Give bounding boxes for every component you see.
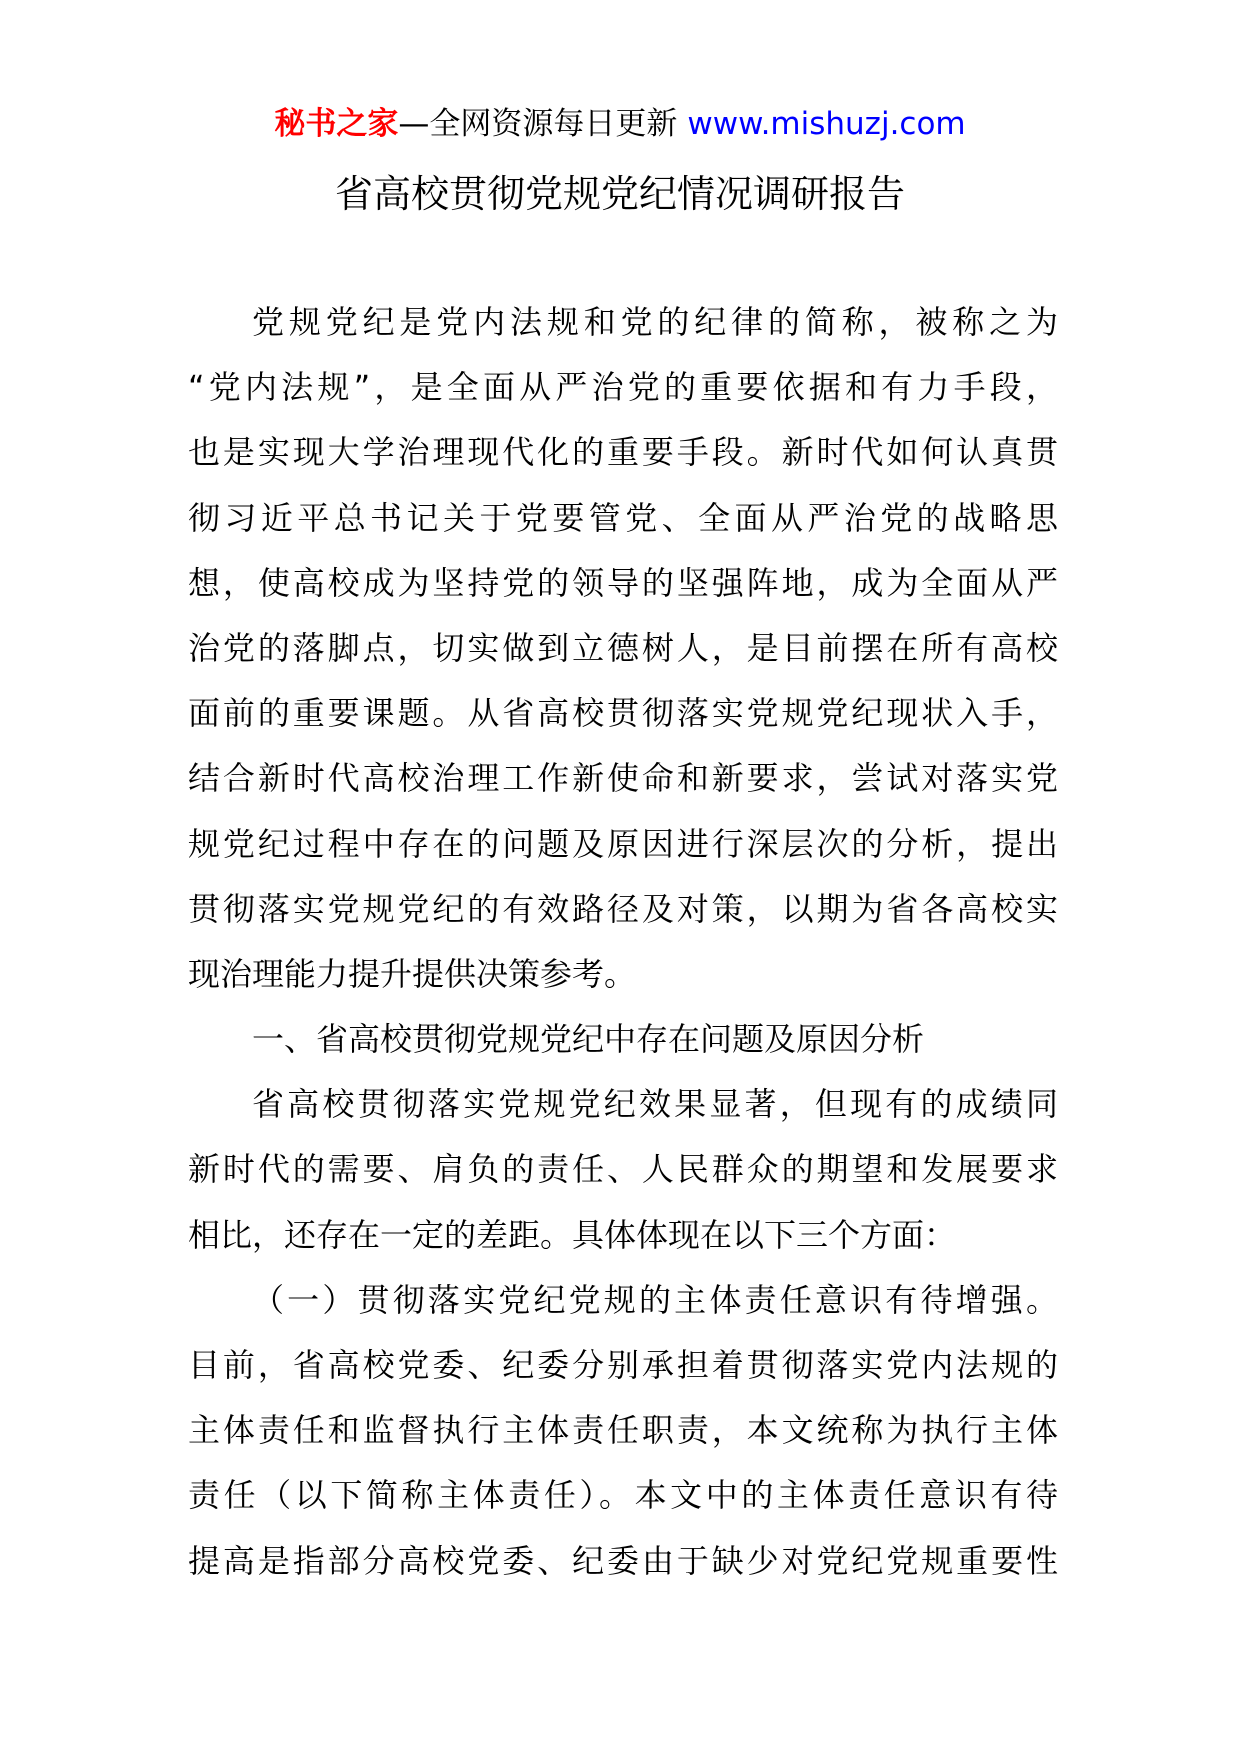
paragraph-line: 目前，省高校党委、纪委分别承担着贯彻落实党内法规的	[188, 1346, 1058, 1384]
site-url[interactable]: www.mishuzj.com	[687, 106, 966, 142]
paragraph-line: 治党的落脚点，切实做到立德树人，是目前摆在所有高校	[188, 628, 1058, 667]
paragraph-line: 结合新时代高校治理工作新使命和新要求，尝试对落实党	[188, 759, 1058, 798]
paragraph-line: 贯彻落实党规党纪的有效路径及对策，以期为省各高校实	[188, 889, 1058, 928]
paragraph-line: 规党纪过程中存在的问题及原因进行深层次的分析，提出	[188, 824, 1058, 863]
header-tagline: —全网资源每日更新	[398, 106, 678, 142]
paragraph-line: “党内法规”，是全面从严治党的重要依据和有力手段，	[188, 368, 1058, 407]
paragraph-line: 相比，还存在一定的差距。具体体现在以下三个方面：	[188, 1215, 957, 1254]
paragraph-line: 想，使高校成为坚持党的领导的坚强阵地，成为全面从严	[188, 563, 1058, 602]
paragraph-line: 省高校贯彻落实党规党纪效果显著，但现有的成绩同	[252, 1085, 1058, 1124]
paragraph-line: 也是实现大学治理现代化的重要手段。新时代如何认真贯	[188, 433, 1058, 472]
paragraph-line: 彻习近平总书记关于党要管党、全面从严治党的战略思	[188, 498, 1058, 537]
paragraph-line: 责任（以下简称主体责任）。本文中的主体责任意识有待	[188, 1476, 1058, 1515]
paragraph-line: 主体责任和监督执行主体责任职责，本文统称为执行主体	[188, 1411, 1058, 1450]
site-header	[0, 102, 1240, 146]
brand-name: 秘书之家	[274, 106, 399, 142]
document-title: 省高校贯彻党规党纪情况调研报告	[334, 172, 905, 216]
paragraph-line: 新时代的需要、肩负的责任、人民群众的期望和发展要求	[188, 1150, 1058, 1189]
paragraph-line: 面前的重要课题。从省高校贯彻落实党规党纪现状入手，	[188, 694, 1058, 733]
subsection-heading: （一）贯彻落实党纪党规的主体责任意识有待增强。	[252, 1280, 1058, 1319]
paragraph-line: 党规党纪是党内法规和党的纪律的简称，被称之为	[252, 303, 1058, 341]
section-heading: 一、省高校贯彻党规党纪中存在问题及原因分析	[252, 1020, 925, 1059]
paragraph-line: 现治理能力提升提供决策参考。	[188, 954, 637, 993]
document-body	[188, 290, 1058, 1594]
paragraph-line: 提高是指部分高校党委、纪委由于缺少对党纪党规重要性	[188, 1541, 1058, 1580]
